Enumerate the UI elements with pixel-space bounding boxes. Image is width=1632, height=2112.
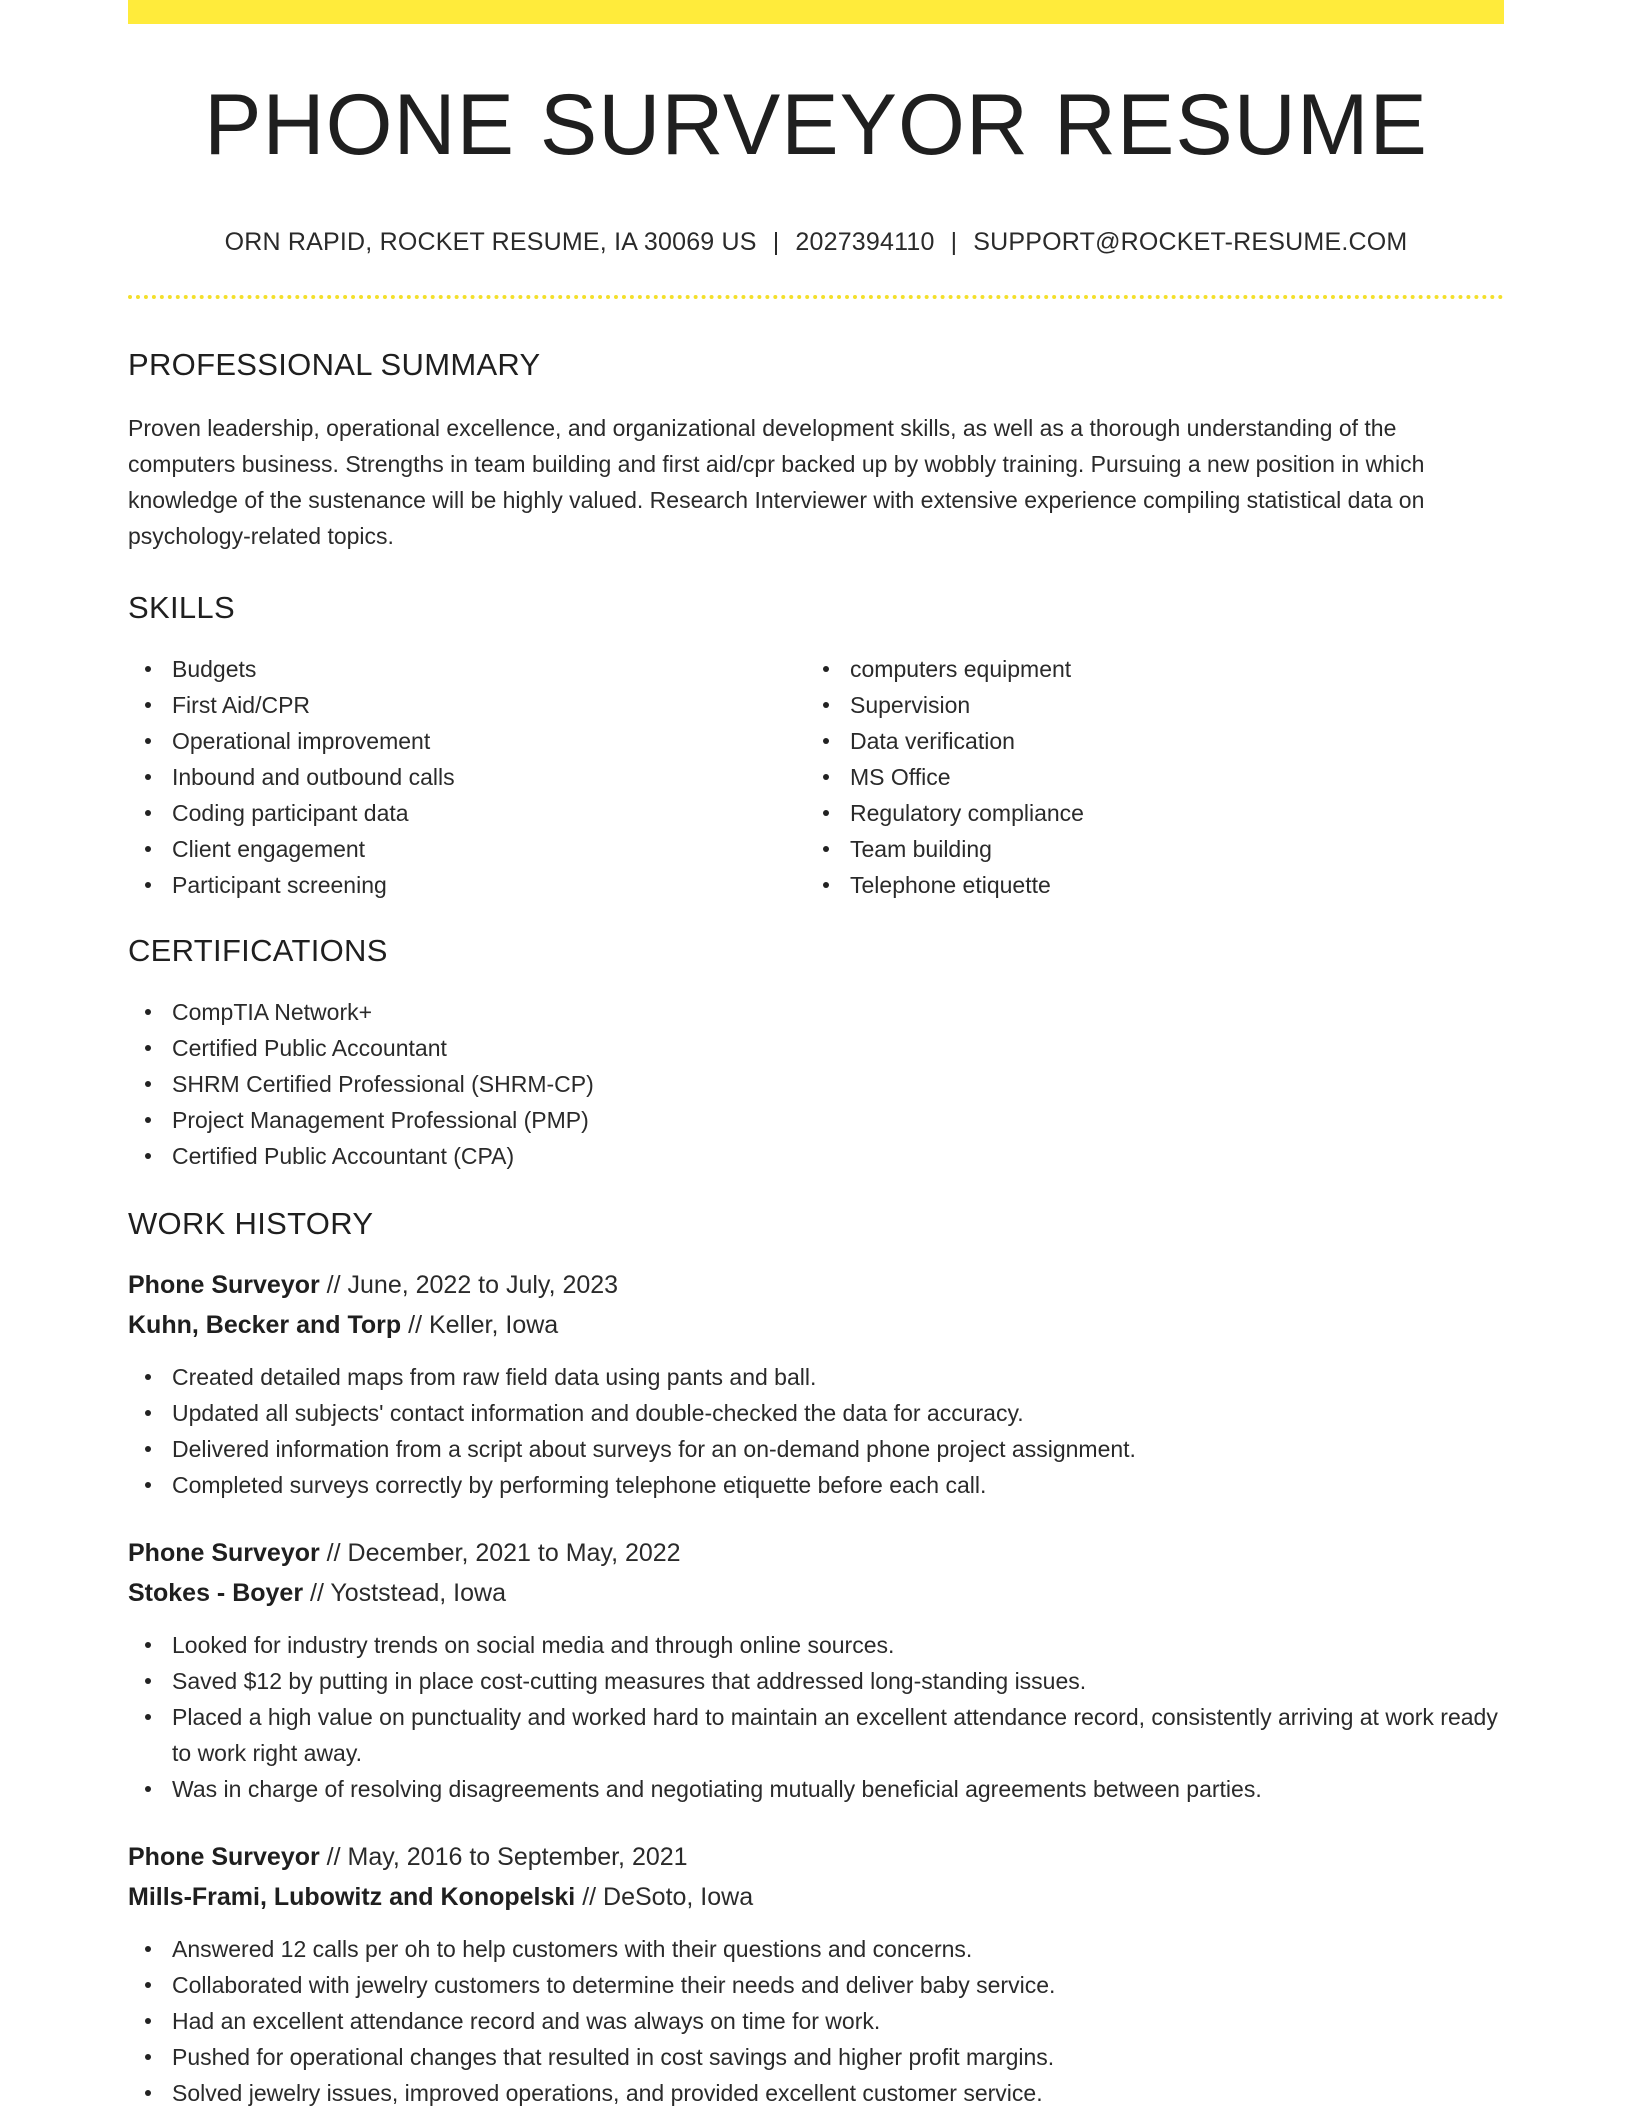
job-location: // DeSoto, Iowa (575, 1883, 754, 1911)
summary-text: Proven leadership, operational excellence, and organizational development skills, as well as a thorough understanding of the computers business. Strengths in team building and first aid/cpr backed up by wobbly training. Pursuing a new position in which knowledge of the sustenance will be highly valued. Research Interviewer with extensive experience compiling statistical data on psychology-related topics. (128, 415, 1425, 549)
job-role: Phone Surveyor (128, 1271, 320, 1299)
skill-item: Telephone etiquette (806, 867, 1484, 903)
job-duty: Saved $12 by putting in place cost-cutting measures that addressed long-standing issues. (128, 1663, 1504, 1699)
job-company: Stokes - Boyer (128, 1579, 304, 1607)
job-company-line (128, 1573, 1504, 1613)
work-history-heading: WORK HISTORY (128, 1206, 374, 1241)
contact-separator: | (950, 228, 958, 256)
certification-item: CompTIA Network+ (128, 994, 1504, 1030)
job-entry (128, 1265, 1504, 1503)
skills-list-right (806, 651, 1484, 903)
job-dates: // May, 2016 to September, 2021 (319, 1843, 688, 1871)
job-duties-list (128, 1627, 1504, 1807)
job-duty: Delivered information from a script about surveys for an on-demand phone project assignment. (128, 1431, 1504, 1467)
resume-page (128, 0, 1504, 2111)
job-location: // Keller, Iowa (401, 1311, 559, 1339)
job-duties-list (128, 1931, 1504, 2111)
certification-item: Certified Public Accountant (CPA) (128, 1138, 1504, 1174)
skill-item: Team building (806, 831, 1484, 867)
job-role-line (128, 1533, 1504, 1573)
skill-item: Client engagement (128, 831, 806, 867)
skills-list-left (128, 651, 806, 903)
accent-bar (128, 0, 1504, 24)
job-role: Phone Surveyor (128, 1843, 320, 1871)
skill-item: computers equipment (806, 651, 1484, 687)
job-entry (128, 1837, 1504, 2111)
job-duty: Collaborated with jewelry customers to determine their needs and deliver baby service. (128, 1967, 1504, 2003)
job-duty: Pushed for operational changes that resulted in cost savings and higher profit margins. (128, 2039, 1504, 2075)
resume-title: PHONE SURVEYOR RESUME (204, 77, 1428, 173)
contact-separator: | (772, 228, 780, 256)
job-company-line (128, 1877, 1504, 1917)
skill-item: Operational improvement (128, 723, 806, 759)
skills-columns (128, 651, 1504, 903)
skill-item: MS Office (806, 759, 1484, 795)
job-company: Kuhn, Becker and Torp (128, 1311, 402, 1339)
skill-item: Regulatory compliance (806, 795, 1484, 831)
certifications-heading: CERTIFICATIONS (128, 933, 388, 968)
certification-item: SHRM Certified Professional (SHRM-CP) (128, 1066, 1504, 1102)
contact-address: ORN RAPID, ROCKET RESUME, IA 30069 US (224, 228, 757, 256)
job-duty: Had an excellent attendance record and was always on time for work. (128, 2003, 1504, 2039)
job-company-line (128, 1305, 1504, 1345)
summary-heading: PROFESSIONAL SUMMARY (128, 347, 541, 382)
job-role: Phone Surveyor (128, 1539, 320, 1567)
skill-item: Data verification (806, 723, 1484, 759)
skill-item: Supervision (806, 687, 1484, 723)
job-duty: Solved jewelry issues, improved operations, and provided excellent customer service. (128, 2075, 1504, 2111)
job-duties-list (128, 1359, 1504, 1503)
job-duty: Completed surveys correctly by performing telephone etiquette before each call. (128, 1467, 1504, 1503)
job-duty: Created detailed maps from raw field data using pants and ball. (128, 1359, 1504, 1395)
contact-line (128, 230, 1504, 255)
skill-item: Inbound and outbound calls (128, 759, 806, 795)
job-duty: Looked for industry trends on social media and through online sources. (128, 1627, 1504, 1663)
skill-item: Budgets (128, 651, 806, 687)
certification-item: Project Management Professional (PMP) (128, 1102, 1504, 1138)
job-duty: Placed a high value on punctuality and worked hard to maintain an excellent attendance record, consistently arriving at work ready to work right away. (128, 1699, 1504, 1771)
header-divider (128, 295, 1504, 299)
job-company: Mills-Frami, Lubowitz and Konopelski (128, 1883, 576, 1911)
job-duty: Was in charge of resolving disagreements and negotiating mutually beneficial agreements between parties. (128, 1771, 1504, 1807)
contact-phone: 2027394110 (795, 228, 935, 256)
certification-item: Certified Public Accountant (128, 1030, 1504, 1066)
skill-item: Coding participant data (128, 795, 806, 831)
job-dates: // June, 2022 to July, 2023 (319, 1271, 619, 1299)
job-duty: Answered 12 calls per oh to help customers with their questions and concerns. (128, 1931, 1504, 1967)
skill-item: Participant screening (128, 867, 806, 903)
contact-email: SUPPORT@ROCKET-RESUME.COM (973, 228, 1408, 256)
job-dates: // December, 2021 to May, 2022 (319, 1539, 681, 1567)
certifications-list (128, 994, 1504, 1174)
job-duty: Updated all subjects' contact information and double-checked the data for accuracy. (128, 1395, 1504, 1431)
skills-heading: SKILLS (128, 590, 235, 625)
job-role-line (128, 1265, 1504, 1305)
job-entry (128, 1533, 1504, 1807)
job-role-line (128, 1837, 1504, 1877)
job-location: // Yoststead, Iowa (303, 1579, 506, 1607)
skill-item: First Aid/CPR (128, 687, 806, 723)
